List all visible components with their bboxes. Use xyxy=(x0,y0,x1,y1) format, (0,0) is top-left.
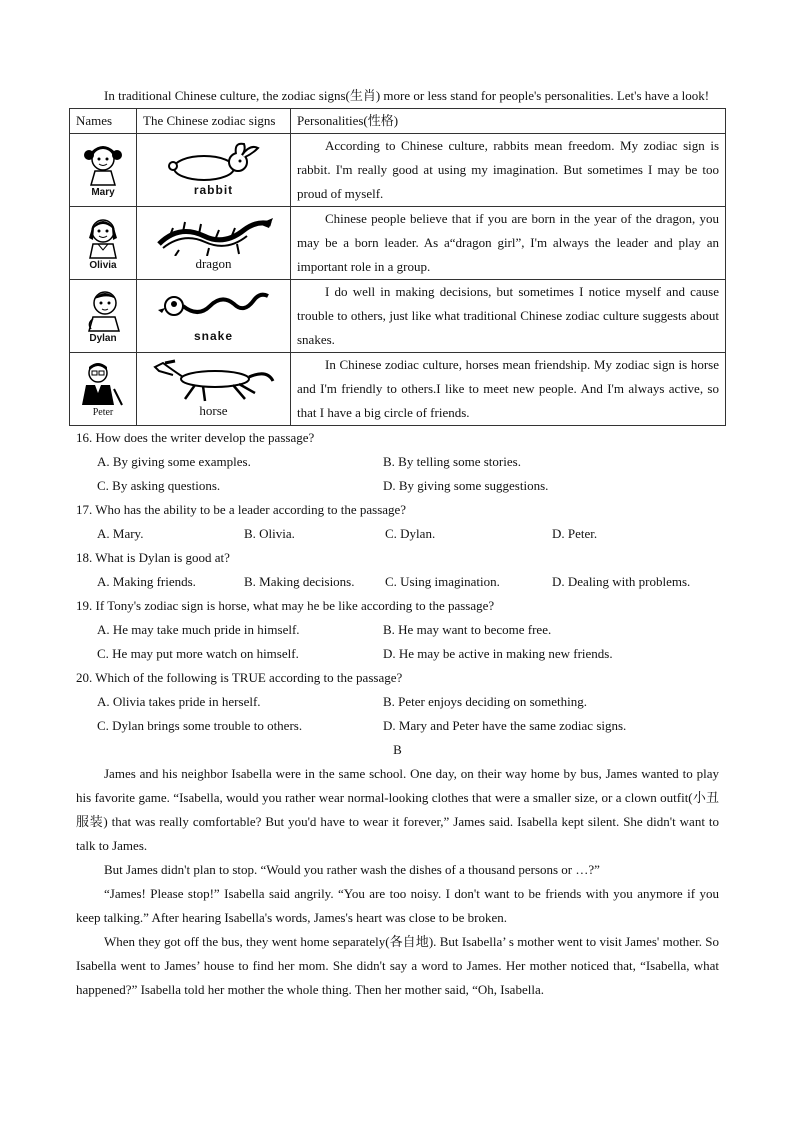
sign-cell xyxy=(137,280,291,353)
man-portrait-icon xyxy=(78,359,128,407)
option-b[interactable]: B. Making decisions. xyxy=(244,574,355,589)
option-d[interactable]: D. He may be active in making new friends. xyxy=(383,646,613,661)
sign-label: rabbit xyxy=(193,183,234,197)
option-b[interactable]: B. Peter enjoys deciding on something. xyxy=(383,694,588,709)
personality-text: In Chinese zodiac culture, horses mean friendship. My zodiac sign is horse and I'm friendly to others.I like to meet new people. And I'm always active, so that I have a big circle of friends. xyxy=(297,357,719,420)
personality-text: I do well in making decisions, but sometimes I notice myself and cause trouble to others, just like what traditional Chinese zodiac culture suggests about snakes. xyxy=(297,284,719,347)
option-c[interactable]: C. Dylan. xyxy=(385,526,436,541)
question-19 xyxy=(76,594,719,666)
option-d[interactable]: D. By giving some suggestions. xyxy=(383,478,549,493)
header-names: Names xyxy=(70,109,137,134)
person-cell xyxy=(70,134,137,207)
option-c[interactable]: C. Dylan brings some trouble to others. xyxy=(97,718,303,733)
sign-label: dragon xyxy=(195,256,232,271)
passage-paragraph: But James didn't plan to stop. “Would you rather wash the dishes of a thousand persons or …?” xyxy=(104,862,600,877)
rabbit-icon xyxy=(154,142,274,182)
snake-icon xyxy=(154,288,274,328)
person-name: Dylan xyxy=(89,333,117,344)
personality-cell xyxy=(291,280,726,353)
person-name: Mary xyxy=(91,187,115,198)
question-16 xyxy=(76,426,719,498)
option-c[interactable]: C. Using imagination. xyxy=(385,574,500,589)
option-d[interactable]: D. Mary and Peter have the same zodiac signs. xyxy=(383,718,627,733)
table-header-row xyxy=(70,109,726,134)
question-stem: 16. How does the writer develop the passage? xyxy=(76,430,315,445)
personality-text: Chinese people believe that if you are born in the year of the dragon, you may be a born leader. As a“dragon girl”, I'm always the leader and play an important role in a group. xyxy=(297,211,719,274)
sign-label: horse xyxy=(199,403,228,418)
header-signs: The Chinese zodiac signs xyxy=(137,109,291,134)
header-personalities: Personalities(性格) xyxy=(291,109,726,134)
person-name: Peter xyxy=(92,407,114,418)
option-d[interactable]: D. Peter. xyxy=(552,526,598,541)
personality-cell xyxy=(291,353,726,426)
option-c[interactable]: C. He may put more watch on himself. xyxy=(97,646,299,661)
horse-icon xyxy=(149,359,279,403)
option-a[interactable]: A. By giving some examples. xyxy=(97,454,251,469)
option-b[interactable]: B. He may want to become free. xyxy=(383,622,552,637)
option-a[interactable]: A. Mary. xyxy=(97,526,144,541)
question-17 xyxy=(76,498,719,546)
person-cell xyxy=(70,353,137,426)
option-d[interactable]: D. Dealing with problems. xyxy=(552,574,691,589)
option-a[interactable]: A. He may take much pride in himself. xyxy=(97,622,300,637)
person-name: Olivia xyxy=(89,260,117,271)
option-b[interactable]: B. Olivia. xyxy=(244,526,295,541)
sign-cell xyxy=(137,134,291,207)
question-18 xyxy=(76,546,719,594)
sign-label: snake xyxy=(193,329,234,343)
passage-paragraph: “James! Please stop!” Isabella said angrily. “You are too noisy. I don't want to be friends with you anymore if you keep talking.” After hearing Isabella's words, James's heart was close to be broken. xyxy=(76,886,719,925)
option-c[interactable]: C. By asking questions. xyxy=(97,478,221,493)
question-stem: 19. If Tony's zodiac sign is horse, what may he be like according to the passage? xyxy=(76,598,495,613)
person-cell xyxy=(70,280,137,353)
girl-portrait-icon xyxy=(81,141,125,187)
personality-cell xyxy=(291,134,726,207)
girl-portrait-icon xyxy=(81,214,125,260)
worksheet-page xyxy=(76,84,719,1002)
table-row xyxy=(70,353,726,426)
boy-portrait-icon xyxy=(81,287,125,333)
passage-paragraph: When they got off the bus, they went home separately(各自地). But Isabella’ s mother went to visit James' mother. So Isabella went to James’ house to find her mom. She didn't say a word to James. Her mother noticed that, “Isabella, what happened?” Isabella told her mother the whole thing. Then her mother said, “Oh, Isabella. xyxy=(76,934,719,997)
section-heading: B xyxy=(393,742,402,757)
dragon-icon xyxy=(149,214,279,256)
question-stem: 20. Which of the following is TRUE according to the passage? xyxy=(76,670,403,685)
person-cell xyxy=(70,207,137,280)
intro-paragraph: In traditional Chinese culture, the zodiac signs(生肖) more or less stand for people's personalities. Let's have a look! xyxy=(104,88,710,103)
option-a[interactable]: A. Making friends. xyxy=(97,574,196,589)
personality-text: According to Chinese culture, rabbits mean freedom. My zodiac sign is rabbit. I'm really good at using my imagination. But sometimes I may be too proud of myself. xyxy=(297,138,719,201)
option-b[interactable]: B. By telling some stories. xyxy=(383,454,521,469)
table-row xyxy=(70,134,726,207)
passage-paragraph: James and his neighbor Isabella were in the same school. One day, on their way home by bus, James wanted to play his favorite game. “Isabella, would you rather wear normal-looking clothes that were a smaller size, or a clown outfit(小丑服装) that was really comfortable? But you'd have to wear it forever,” James said. Isabella kept silent. She didn't want to talk to James. xyxy=(76,766,719,853)
question-stem: 17. Who has the ability to be a leader according to the passage? xyxy=(76,502,407,517)
table-row xyxy=(70,280,726,353)
question-20 xyxy=(76,666,719,738)
question-stem: 18. What is Dylan is good at? xyxy=(76,550,230,565)
personality-cell xyxy=(291,207,726,280)
sign-cell xyxy=(137,353,291,426)
zodiac-table xyxy=(69,108,726,426)
sign-cell xyxy=(137,207,291,280)
table-row xyxy=(70,207,726,280)
option-a[interactable]: A. Olivia takes pride in herself. xyxy=(97,694,261,709)
